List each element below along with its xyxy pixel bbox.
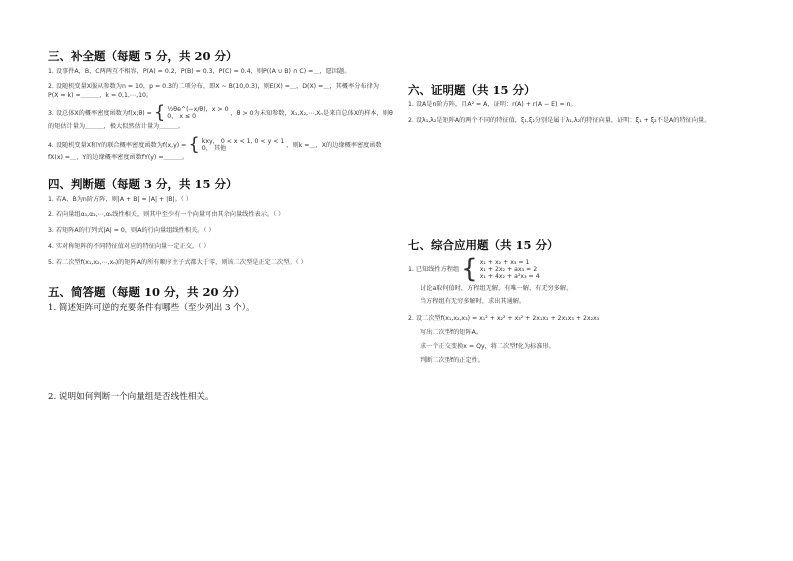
sec4-q1: 1. 若A，B为n阶方阵，则|A + B| = |A| + |B|。（ ） [48, 196, 193, 203]
brace-icon: { [461, 254, 478, 284]
section-6-title: 六、证明题（共 15 分） [408, 83, 536, 97]
sec5-q2: 2. 说明如何判断一个向量组是否线性相关。 [48, 392, 214, 402]
sec3-q1: 1. 设事件A，B，C两两互不相容，P(A) = 0.2，P(B) = 0.3，P(C) = 0.4，则P((A ∪ B) ∩ C) =＿，愿因题。 [48, 68, 351, 75]
sec6-q2: 2. 设λ₁,λ₂是矩阵A的两个不同的特征值，ξ₁,ξ₂分别是属于λ₁,λ₂的特征向量，证明：ξ₁ + ξ₂不是A的特征向量。 [408, 117, 711, 124]
sec3-q2-line1: 2. 设随机变量X服从参数为n = 10，p = 0.3的二项分布，即X ~ B(10,0.3)，则E(X) =＿，D(X) =＿，其概率分布律为 [48, 83, 379, 90]
sec3-q4-case2: 0， 其他 [201, 145, 227, 152]
sec3-q4-case1: kxy， 0 < x < 1, 0 < y < 1 [201, 138, 285, 145]
sec7-q1-part2: 当方程组有无穷多解时，求出其通解。 [420, 298, 526, 305]
section-5-title: 五、简答题（每题 10 分，共 20 分） [48, 285, 246, 299]
sec3-q4-line2: fX(x) =＿，Y的边缘概率密度函数fY(y) =＿＿＿。 [48, 154, 189, 161]
sec3-q4-suffix: ，则k =＿，X的边缘概率密度函数 [286, 142, 382, 149]
sec3-q3-line1 [48, 104, 393, 122]
sec7-q1-line1 [408, 256, 540, 282]
sec7-q1-eq1: x₁ + x₂ + x₃ = 1 [479, 258, 530, 266]
sec3-q4-cases [202, 138, 285, 152]
sec3-q3-line2: 的矩估计量为＿＿＿，极大似然估计量为＿＿＿。 [48, 123, 185, 130]
sec4-q3: 3. 若矩阵A的行列式|A| = 0，则A的行向量组线性相关。（ ） [48, 227, 215, 234]
sec3-q4-prefix: 4. 设随机变量X和Y的联合概率密度函数为f(x,y) = [48, 142, 187, 149]
sec7-q2-part1: 写出二次型f的矩阵A。 [420, 329, 483, 336]
sec3-q2-line2: P(X = k) =＿＿＿，k = 0,1,⋯,10。 [48, 92, 153, 99]
sec3-q3-suffix: ，θ > 0为未知参数，X₁,X₂,⋯,Xₙ是来自总体X的样本，则θ [230, 110, 393, 117]
section-4-title: 四、判断题（每题 3 分，共 15 分） [48, 177, 238, 191]
section-7-title: 七、综合应用题（共 15 分） [408, 238, 559, 252]
sec4-q4: 4. 实对称矩阵的不同特征值对应的特征向量一定正交。（ ） [48, 243, 210, 250]
brace-icon: { [188, 134, 200, 155]
sec3-q3-case2: 0， x ≤ 0 [167, 113, 197, 120]
sec3-q4-line1 [48, 136, 382, 154]
sec4-q2: 2. 若向量组α₁,α₂,⋯,αₛ线性相关，则其中至少有一个向量可由其余向量线性表示。（ ） [48, 211, 285, 218]
sec7-q2-part3: 判断二次型f的正定性。 [420, 357, 485, 364]
sec3-q3-prefix: 3. 设总体X的概率密度函数为f(x;θ) = [48, 110, 152, 117]
sec4-q5: 5. 若二次型f(x₁,x₂,⋯,xₙ)的矩阵A的所有顺序主子式都大于零，则该二次型是正定二次型。（ ） [48, 259, 307, 266]
sec3-q3-cases [167, 106, 228, 120]
sec7-q2-part2: 求一个正交变换x = Qy，将二次型f化为标准形。 [420, 343, 555, 350]
sec7-q1-system [480, 259, 540, 280]
sec7-q1-prefix: 1. 已知线性方程组 [408, 265, 460, 273]
sec7-q1-eq2: x₁ + 2x₂ + ax₃ = 2 [479, 265, 538, 273]
sec3-q3-case1: ½θe^(−x/θ)，x > 0 [167, 106, 229, 113]
brace-icon: { [153, 102, 166, 123]
sec6-q1: 1. 设A是n阶方阵，且A² = A，证明：r(A) + r(A − E) = n。 [408, 101, 577, 108]
sec7-q2-line1: 2. 设二次型f(x₁,x₂,x₃) = x₁² + x₂² + x₃² + 2x₁x₂ + 2x₁x₃ + 2x₂x₃ [408, 315, 600, 322]
section-3-title: 三、补全题（每题 5 分，共 20 分） [48, 49, 238, 63]
sec7-q1-part1: 讨论a取何值时，方程组无解、有唯一解、有无穷多解。 [420, 285, 573, 292]
sec5-q1: 1. 简述矩阵可逆的充要条件有哪些（至少列出 3 个）。 [48, 303, 255, 313]
sec7-q1-eq3: x₁ + 4x₂ + a²x₃ = 4 [479, 272, 540, 280]
